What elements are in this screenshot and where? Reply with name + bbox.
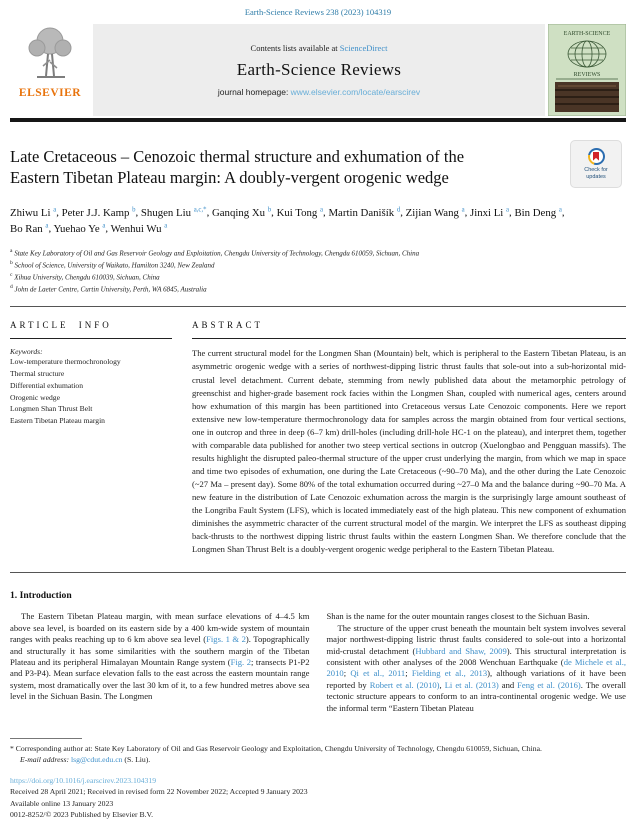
journal-cover-icon [548,24,626,116]
author-name: Yuehao Ye $^a$ [53,222,106,236]
keyword-item: Low-temperature thermochronology [10,357,121,367]
author-affiliation-superscript: b [132,206,136,214]
article-title-line1: Late Cretaceous – Cenozoic thermal structure and exhumation of the [10,147,465,166]
introduction-heading: 1. Introduction [10,590,72,602]
journal-homepage-link[interactable]: www.elsevier.com/locate/earscirev [290,87,421,97]
journal-cover-thumbnail [548,24,626,116]
author-affiliation-superscript: a [102,222,106,230]
homepage-prefix: journal homepage: [217,87,291,97]
sciencedirect-link[interactable]: ScienceDirect [339,43,388,53]
masthead-divider-bar [10,118,626,122]
check-badge-line1: Check for [584,166,608,173]
author-affiliation-superscript: a [558,206,562,214]
keywords-list [10,356,172,427]
citation-link[interactable]: Li et al. (2013) [444,679,499,690]
keyword-item: Orogenic wedge [10,392,60,402]
keyword-item: Eastern Tibetan Plateau margin [10,416,105,426]
intro-paragraph-2: The structure of the upper crust beneath the mountain belt system involves several major northwest-dipping listric thrust faults considered to sole-out into a horizontal mid-crustal detachment (Hubbard and Shaw, 2009). This structural interpretation is consistent with other analyses of the 2008 Wenchuan Earthquake (de Michele et al., 2010; Qi et al., 2011; Fielding et al., 2013), although variations of it have been reported by Robert et al. (2010), Li et al. (2013) and Feng et al. (2016). The overall tectonic structure appears to conform to an intra-continental orogenic wedge. We use the informal term “Eastern Tibetan Plateau [326,622,626,713]
author-name: Zhiwu Li $^a$ [10,206,57,219]
bookmark-icon [593,152,599,161]
abstract-bottom-divider [10,572,626,573]
homepage-line [218,87,420,97]
email-suffix: (S. Liu). [122,755,151,765]
masthead-center [93,24,545,116]
article-info-column [10,320,172,556]
author-affiliation-superscript: a,c,* [193,206,207,214]
body-column-right [327,611,627,714]
page-footer [10,738,626,821]
journal-citation[interactable]: Earth-Science Reviews 238 (2023) 104319 [244,7,392,17]
author-name: Wenhui Wu $^a$ [110,222,168,236]
contents-prefix: Contents lists available at [250,43,340,53]
affiliation-item: $^a$ State Key Laboratory of Oil and Gas Reservoir Geology and Exploitation, Chengdu University of Technology, Chengdu 610059, Sichuan, China [10,247,420,258]
elsevier-logo [10,24,90,116]
check-badge-label [584,167,608,181]
author-affiliation-superscript: a [320,206,324,214]
crossmark-icon [588,148,605,165]
author-name: Shugen Liu $^{a,c,*}$ [140,206,207,219]
author-name: Peter J.J. Kamp $^b$ [61,206,136,219]
abstract-text: The current structural model for the Longmen Shan (Mountain) belt, which is peripheral to the Eastern Tibetan Plateau, is an asymmetric orogenic wedge with a series of northwest-dipping listric thrust faults that sole-out into a sub-horizontal mid-crustal level detachment. Current debate, stemming from newly published data about the metamorphic petrology of greenschist and higher-grade basement rock facies within the Longmen Shan, coupled with numerical ages, centers around how exhumation of this margin has been partitioned into Cretaceous versus Late Cenozoic components. Here we report extensive new low-temperature thermochronology data for samples across the margin obtained from four vertical sections, one in outcrop and three in deep (6–7 km) drill-holes (including drill-hole HC-1 on the plateau), and interpret them, together with comparable data published for another two steep vertical sections in outcrop (Xuelongbao and Pengguan massifs). The results highlight the disrupted paleo-thermal structure of the upper crust underlying the margin, from which we map in space and time two episodes of exhumation, one during the Late Cretaceous (~90–70 Ma), and the other during the Late Cenozoic (~27 Ma – present day). Some 80% of the total exhumation occurred during ~27–0 Ma and the balance during ~90–70 Ma. A new feature in the distribution of Late Cenozoic exhumation across the margin is the surprisingly large amount southeast of the Longriba Fault System (LFS), which is located immediately east of the high plateau. This new component of exhumation diminishes the asymmetric character of the current structural model of the margin. We interpret the LFS as southeast dipping back-thrusts to the northwest dipping listric thrust faults within the eastern Longmen Shan. We therefore conclude that the Longmen Shan Thrust Belt is a doubly-vergent orogenic wedge peripheral to the Eastern Tibetan Plateau. [192,348,626,555]
keywords-label: Keywords: [10,347,43,357]
affiliation-item: $^d$ John de Laeter Centre, Curtin University, Perth, WA 6845, Australia [10,284,207,294]
check-for-updates-badge[interactable] [570,140,622,188]
author-affiliation-superscript: a [461,206,465,214]
article-title-line2: Eastern Tibetan Plateau margin: A doubly-vergent orogenic wedge [10,168,449,188]
citation-link[interactable]: de Michele et al., 2010 [326,657,626,679]
email-line [20,754,626,766]
intro-paragraph-1: The Eastern Tibetan Plateau margin, with mean surface elevations of 4–4.5 km above sea level, is boarded on its eastern side by a 400 km-wide system of mountain ranges with peaks reaching up to 6 km above sea level (Figs. 1 & 2). Topographically and structurally it has some similarities with the southern margin of the Tibetan Plateau and its peripheral Himalayan Mountain Range system (Fig. 2; transects P1-P2 and P3-P4). Mean surface elevation falls to the east across the eastern mountain range system, most dramatically over the last 30 km of it, to a few hundred metres above sea level in the Sichuan Basin. The Longmen [10,611,310,702]
author-affiliation-superscript: a [45,222,49,230]
issn-copyright: 0012-8252/© 2023 Published by Elsevier B.V. [10,810,154,820]
article-title [10,146,550,188]
citation-link[interactable]: Robert et al. (2010) [369,679,440,690]
intro-paragraph-1-carryover: Shan is the name for the outer mountain ranges closest to the Sichuan Basin. [326,611,590,622]
abstract-rule [192,338,626,339]
masthead [10,24,626,116]
elsevier-tree-icon [19,24,81,86]
author-affiliation-superscript: a [164,222,168,230]
abstract-heading: ABSTRACT [192,320,264,331]
author-name: Bo Ran $^a$ [10,222,49,236]
author-affiliation-superscript: a [506,206,510,214]
corresponding-author-note: * Corresponding author at: State Key Laboratory of Oil and Gas Reservoir Geology and Exploitation, Chengdu University of Technology, Chengdu 610059, Sichuan, China. [10,743,542,753]
author-list: Zhiwu Li $^a$, Peter J.J. Kamp $^b$, Shugen Liu $^{a,c,*}$, Ganqing Xu $^b$, Kui Tong $^a$, Martin Danišík $^d$, Zijian Wang $^a$, Jinxi Li $^a$, Bin Deng $^a$, Bo Ran $^a$, Yuehao Ye $^a$, Wenhui Wu $^a$ [10,206,565,236]
author-name: Bin Deng $^a$ [514,206,562,219]
doi-link[interactable]: https://doi.org/10.1016/j.earscirev.2023.104319 [10,775,157,785]
keyword-item: Thermal structure [10,369,65,379]
elsevier-wordmark: ELSEVIER [18,87,82,99]
contents-line [251,43,388,53]
check-badge-line2: updates [586,173,606,180]
body-column-left [10,611,310,714]
body-columns [10,611,626,714]
cover-title-top: EARTH-SCIENCE [563,31,611,37]
affiliation-item: $^c$ Xihua University, Chengdu 610039, Sichuan, China [10,272,160,282]
author-name: Martin Danišík $^d$ [328,206,401,219]
author-name: Kui Tong $^a$ [276,206,324,219]
affiliation-list [10,247,626,296]
affiliation-item: $^b$ School of Science, University of Waikato, Hamilton 3240, New Zealand [10,259,215,270]
citation-link[interactable]: Feng et al. (2016) [517,679,581,690]
author-affiliation-superscript: a [53,206,57,214]
citation-link[interactable]: Qi et al., 2011 [350,668,406,679]
journal-title: Earth-Science Reviews [236,60,402,79]
email-label: E-mail address: [20,755,70,765]
citation-link[interactable]: Fielding et al., 2013 [411,668,488,679]
author-name: Zijian Wang $^a$ [405,206,465,219]
author-affiliation-superscript: b [267,206,272,214]
email-link[interactable]: lsg@cdut.edu.cn [70,755,123,765]
footnote-divider [10,738,82,739]
citation-link[interactable]: Fig. 2 [230,657,252,668]
article-info-heading: ARTICLE INFO [10,320,112,331]
citation-link[interactable]: Figs. 1 & 2 [206,634,246,645]
abstract-column [192,320,626,556]
author-name: Jinxi Li $^a$ [470,206,510,219]
citation-link[interactable]: Hubbard and Shaw, 2009 [415,645,507,656]
author-affiliation-superscript: d [396,206,401,214]
received-dates: Received 28 April 2021; Received in revised form 22 November 2022; Accepted 9 January 2023 [10,787,308,797]
available-online: Available online 13 January 2023 [10,798,114,808]
cover-title-bottom: REVIEWS [573,72,601,78]
article-info-rule [10,338,172,339]
keyword-item: Differential exhumation [10,380,84,390]
author-name: Ganqing Xu $^b$ [211,206,272,219]
keyword-item: Longmen Shan Thrust Belt [10,404,93,414]
